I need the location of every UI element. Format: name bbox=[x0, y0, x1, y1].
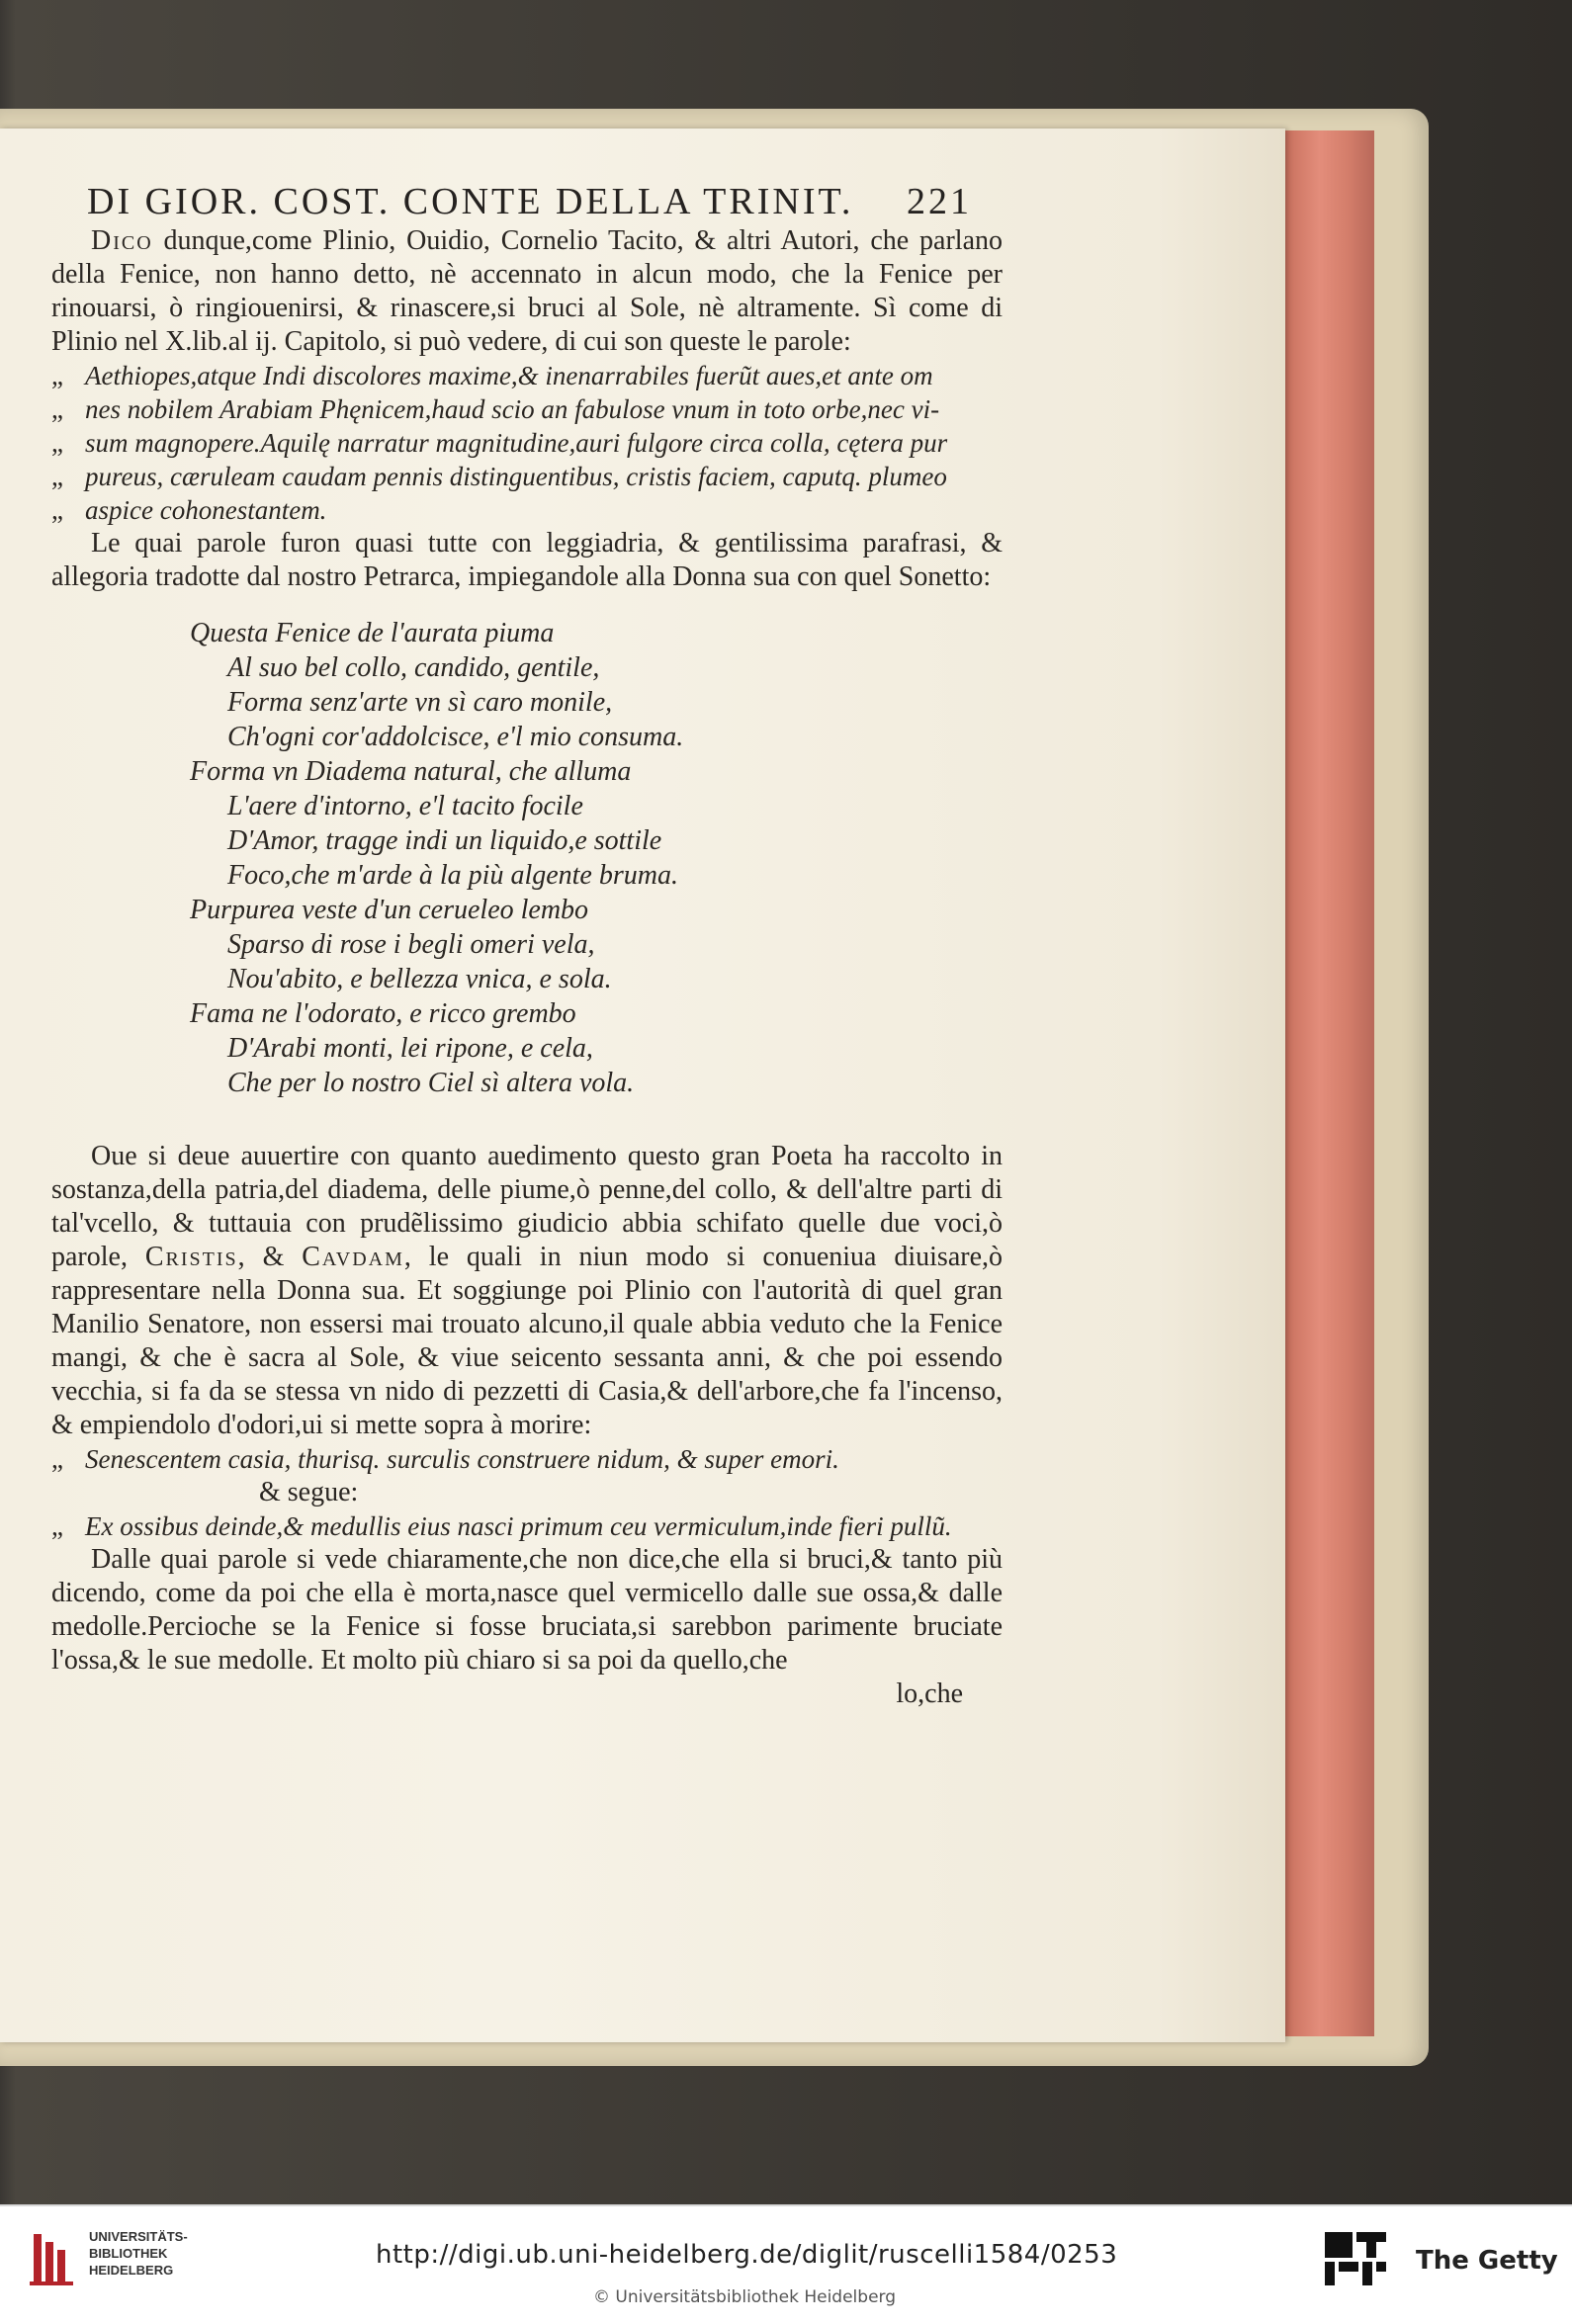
quote-line: „ pureus, cæruleam caudam pennis distinguentibus, cristis faciem, caputq. plumeo bbox=[51, 462, 947, 491]
running-head bbox=[87, 180, 972, 229]
sonnet-line: Ch'ogni cor'addolcisce, e'l mio consuma. bbox=[227, 722, 684, 752]
getty-logo-icon bbox=[1321, 2228, 1390, 2289]
book-page bbox=[0, 129, 1285, 2042]
quote-line: „ nes nobilem Arabiam Phęnicem,haud scio an fabulose vnum in toto orbe,nec vi- bbox=[51, 394, 940, 424]
sonnet-line: Foco,che m'arde à la più algente bruma. bbox=[227, 860, 678, 891]
getty-name: The Getty bbox=[1416, 2246, 1558, 2276]
sonnet-line: Fama ne l'odorato, e ricco grembo bbox=[190, 998, 576, 1029]
intro-lead-word: Dico bbox=[91, 225, 153, 256]
sonnet-line: Questa Fenice de l'aurata piuma bbox=[190, 618, 555, 648]
paragraph-intro bbox=[51, 224, 1003, 359]
quote-line: „ sum magnopere.Aquilę narratur magnitudine,auri fulgore circa colla, cętera pur bbox=[51, 428, 948, 458]
running-title: DI GIOR. COST. CONTE DELLA TRINIT. bbox=[87, 181, 854, 222]
word-cristis: Cristis bbox=[144, 1242, 238, 1272]
sonnet-line: Al suo bel collo, candido, gentile, bbox=[227, 652, 600, 683]
intro-text: dunque,come Plinio, Ouidio, Cornelio Tacito, & altri Autori, che parlano della Fenice, non hanno detto, nè accennato in alcun modo, che la Fenice per rinouarsi, ò ringiouenirsi, & rinascere,si bruci al Sole, nè altramente. Sì come di Plinio nel X.lib.al ij. Capitolo, si può vedere, di cui son queste le parole: bbox=[51, 225, 1003, 357]
latin-quote-3 bbox=[51, 1509, 1003, 1543]
latin-quote-2 bbox=[51, 1442, 1003, 1476]
sonnet-line: D'Amor, tragge indi un liquido,e sottile bbox=[227, 825, 662, 856]
quote-line: „ Senescentem casia, thurisq. surculis construere nidum, & super emori. bbox=[51, 1444, 839, 1474]
viewer-footer bbox=[0, 2204, 1572, 2324]
paragraph-4: Dalle quai parole si vede chiaramente,che non dice,che ella si bruci,& tanto più dicendo, come da poi che ella è morta,nasce quel vermicello dalle sue ossa,& dalle medolle.Percioche se la Fenice si fosse bruciata,si sarebbon parimente bruciate l'ossa,& le sue medolle. Et molto più chiaro si sa poi da quello,che bbox=[51, 1544, 1003, 1676]
paragraph-2: Le quai parole furon quasi tutte con leggiadria, & gentilissima parafrasi, & allegoria tradotte dal nostro Petrarca, impiegandole alla Donna sua con quel Sonetto: bbox=[51, 528, 1003, 592]
sonnet-line: Forma vn Diadema natural, che alluma bbox=[190, 756, 632, 787]
catchword: lo,che bbox=[896, 1678, 963, 1709]
sonnet-line: Che per lo nostro Ciel sì altera vola. bbox=[227, 1068, 635, 1098]
word-caudam: Cavdam bbox=[302, 1242, 404, 1272]
text-block bbox=[51, 224, 1003, 1711]
latin-quote-1 bbox=[51, 359, 1003, 527]
quote-line: „ Ex ossibus deinde,& medullis eius nasci primum ceu vermiculum,inde fieri pullũ. bbox=[51, 1511, 952, 1541]
page-edges bbox=[1281, 130, 1374, 2036]
university-library-name: UNIVERSITÄTS- BIBLIOTHEK HEIDELBERG bbox=[89, 2229, 188, 2278]
sonnet-line: D'Arabi monti, lei ripone, e cela, bbox=[227, 1033, 593, 1064]
petrarca-sonnet bbox=[190, 616, 1003, 1100]
sonnet-line: Sparso di rose i begli omeri vela, bbox=[227, 929, 595, 960]
university-library-logo-icon bbox=[30, 2228, 75, 2287]
permalink-url[interactable]: http://digi.ub.uni-heidelberg.de/diglit/ruscelli1584/0253 bbox=[376, 2240, 1118, 2270]
copyright-notice: © Universitätsbibliothek Heidelberg bbox=[593, 2287, 897, 2307]
segue-line: & segue: bbox=[259, 1477, 359, 1507]
quote-line: „ aspice cohonestantem. bbox=[51, 495, 327, 525]
sonnet-line: Purpurea veste d'un cerueleo lembo bbox=[190, 895, 589, 925]
page-number: 221 bbox=[907, 181, 972, 222]
sonnet-line: Forma senz'arte vn sì caro monile, bbox=[227, 687, 613, 718]
quote-line: „ Aethiopes,atque Indi discolores maxime,& inenarrabiles fuerũt aues,et ante om bbox=[51, 361, 933, 390]
paragraph-3: Oue si deue auuertire con quanto auedimento questo gran Poeta ha raccolto in sostanza,della patria,del diadema, delle piume,ò penne,del collo, & dell'altre parti di tal'vcello, & tuttauia con prudẽlissimo giudicio abbia schifato quelle due voci,ò parole, Cristis, & Cavdam, le quali in niun modo si conueniua diuisare,ò rappresentare nella Donna sua. Et soggiunge poi Plinio con l'autorità di quel gran Manilio Senatore, non essersi mai trouato alcuno,il quale abbia veduto che la Fenice mangi, & che è sacra al Sole, & viue seicento sessanta anni, & che poi essendo vecchia, si fa da se stessa vn nido di pezzetti di Casia,& dell'arbore,che fa l'incenso, & empiendolo d'odori,ui si mette sopra à morire: bbox=[51, 1141, 1003, 1440]
sonnet-line: Nou'abito, e bellezza vnica, e sola. bbox=[227, 964, 612, 994]
sonnet-line: L'aere d'intorno, e'l tacito focile bbox=[227, 791, 583, 821]
